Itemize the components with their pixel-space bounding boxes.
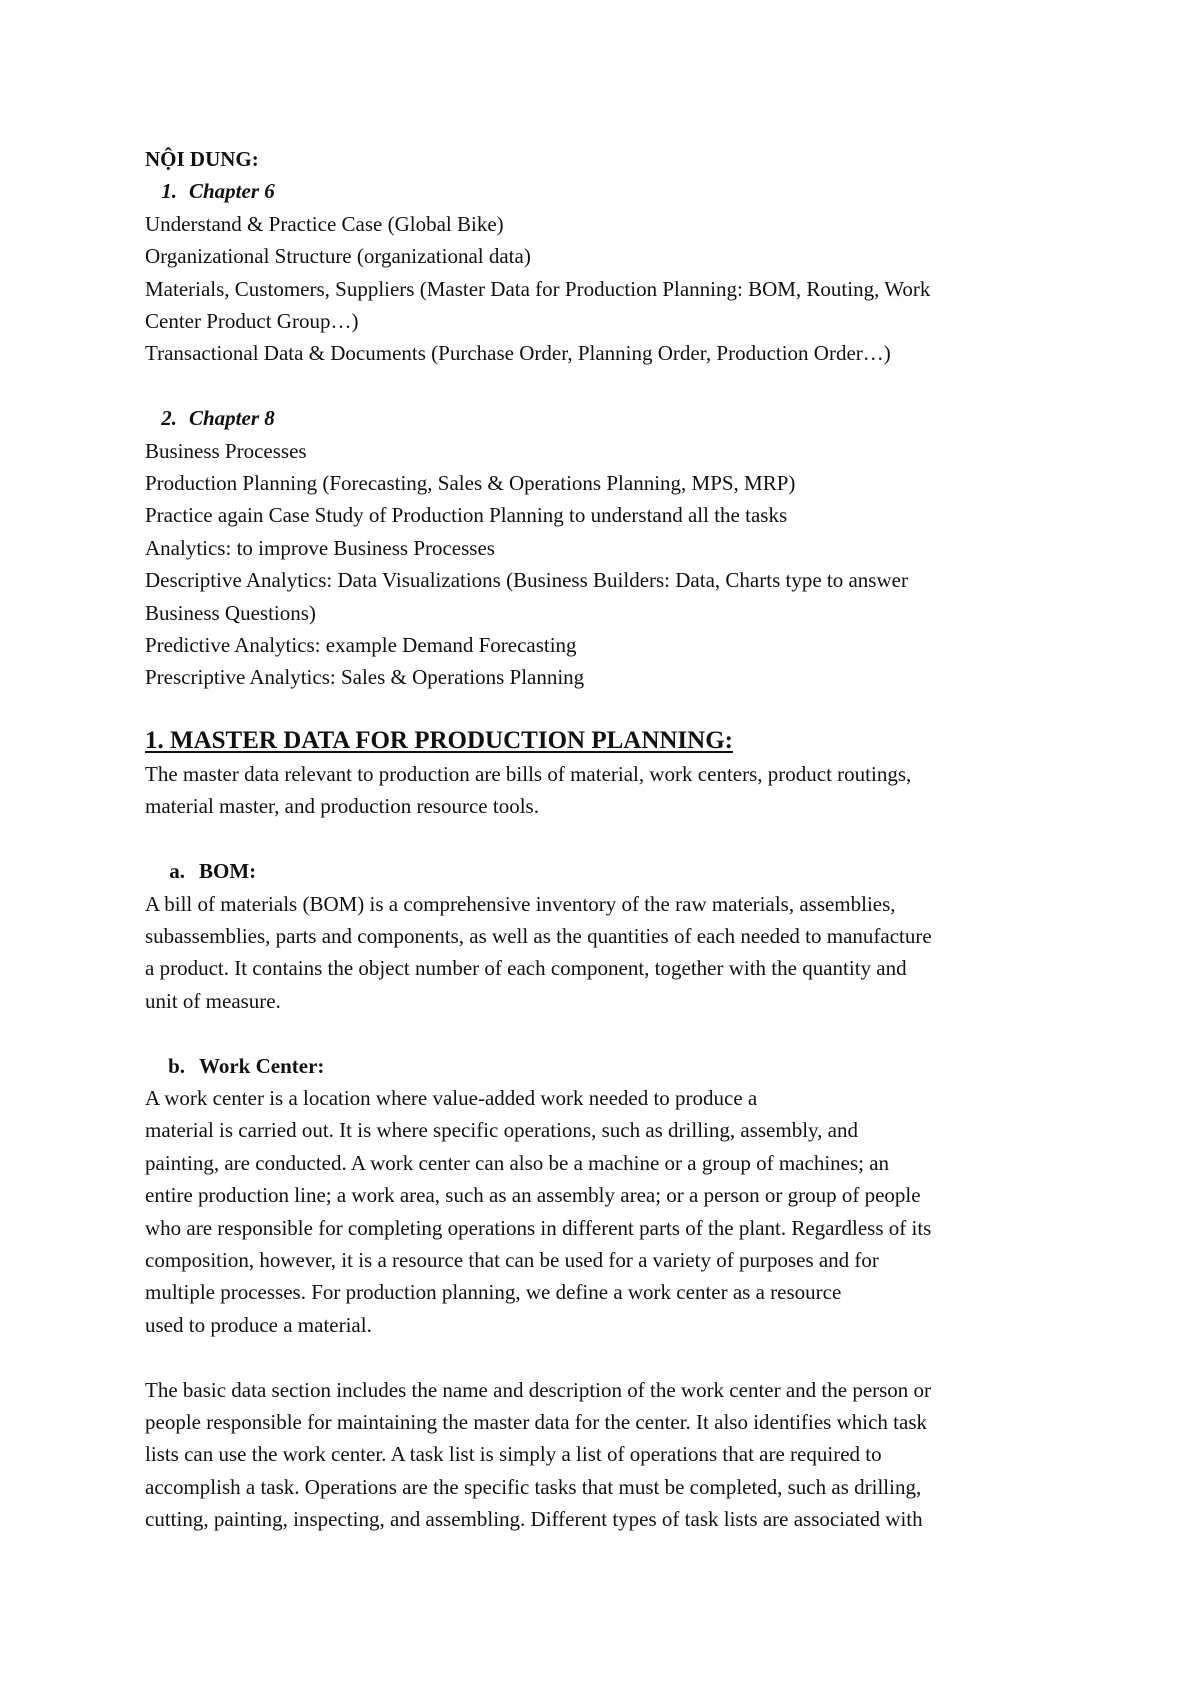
spacer	[145, 370, 1065, 402]
chapter-6-line: Materials, Customers, Suppliers (Master Data for Production Planning: BOM, Routing, Work	[145, 276, 931, 301]
work-center-line: who are responsible for completing operations in different parts of the plant. Regardless of its	[145, 1215, 932, 1240]
chapter-8-line: Business Processes	[145, 438, 307, 463]
work-center-line: composition, however, it is a resource that can be used for a variety of purposes and for	[145, 1247, 879, 1272]
chapter-8-line: Production Planning (Forecasting, Sales & Operations Planning, MPS, MRP)	[145, 471, 796, 496]
chapter-8-line: Prescriptive Analytics: Sales & Operations Planning	[145, 665, 585, 690]
basic-data-line: cutting, painting, inspecting, and assembling. Different types of task lists are associated with	[145, 1507, 923, 1532]
chapter-6-heading	[145, 175, 1065, 207]
work-center-line: painting, are conducted. A work center can also be a machine or a group of machines; an	[145, 1150, 890, 1175]
bom-line: unit of measure.	[145, 988, 281, 1013]
bom-line: A bill of materials (BOM) is a comprehensive inventory of the raw materials, assemblies,	[145, 891, 896, 916]
chapter-6-number: 1.	[161, 179, 177, 204]
bom-letter: a.	[169, 859, 185, 884]
chapter-8-line: Descriptive Analytics: Data Visualizations (Business Builders: Data, Charts type to answer	[145, 568, 908, 593]
section-1-intro-line: material master, and production resource tools.	[145, 794, 539, 819]
bom-line: a product. It contains the object number of each component, together with the quantity and	[145, 956, 907, 981]
chapter-6-line: Center Product Group…)	[145, 309, 359, 334]
chapter-8-line: Business Questions)	[145, 600, 316, 625]
basic-data-line: people responsible for maintaining the master data for the center. It also identifies which task	[145, 1409, 928, 1434]
chapter-8-heading	[145, 402, 1065, 434]
work-center-line: multiple processes. For production planning, we define a work center as a resource	[145, 1280, 842, 1305]
spacer	[145, 1341, 1065, 1373]
bom-line: subassemblies, parts and components, as well as the quantities of each needed to manufacture	[145, 923, 932, 948]
basic-data-line: The basic data section includes the name and description of the work center and the person or	[145, 1377, 932, 1402]
chapter-8-line: Analytics: to improve Business Processes	[145, 535, 495, 560]
chapter-6-line: Organizational Structure (organizational data)	[145, 244, 531, 269]
chapter-8-line: Practice again Case Study of Production Planning to understand all the tasks	[145, 503, 788, 528]
chapter-8-line: Predictive Analytics: example Demand Forecasting	[145, 633, 577, 658]
spacer	[145, 1017, 1065, 1049]
work-center-heading	[145, 1050, 1065, 1082]
work-center-title: Work Center:	[199, 1053, 325, 1078]
chapter-6-line: Transactional Data & Documents (Purchase Order, Planning Order, Production Order…)	[145, 341, 891, 366]
spacer	[145, 694, 1065, 724]
basic-data-line: lists can use the work center. A task list is simply a list of operations that are required to	[145, 1442, 882, 1467]
document-body	[145, 143, 1065, 1536]
work-center-line: material is carried out. It is where specific operations, such as drilling, assembly, and	[145, 1118, 859, 1143]
chapter-6-title: Chapter 6	[189, 179, 275, 204]
bom-heading	[145, 855, 1065, 887]
work-center-line: used to produce a material.	[145, 1312, 372, 1337]
work-center-line: A work center is a location where value-added work needed to produce a	[145, 1085, 758, 1110]
chapter-8-number: 2.	[161, 406, 177, 431]
chapter-6-line: Understand & Practice Case (Global Bike)	[145, 211, 504, 236]
section-1-intro-line: The master data relevant to production are bills of material, work centers, product routings,	[145, 761, 912, 786]
bom-title: BOM:	[199, 859, 257, 884]
chapter-8-title: Chapter 8	[189, 406, 275, 431]
contents-heading: NỘI DUNG:	[145, 147, 259, 171]
work-center-line: entire production line; a work area, such as an assembly area; or a person or group of people	[145, 1183, 921, 1208]
section-1-title: 1. MASTER DATA FOR PRODUCTION PLANNING:	[145, 726, 733, 754]
basic-data-line: accomplish a task. Operations are the specific tasks that must be completed, such as drilling,	[145, 1474, 922, 1499]
work-center-letter: b.	[168, 1053, 185, 1078]
spacer	[145, 823, 1065, 855]
